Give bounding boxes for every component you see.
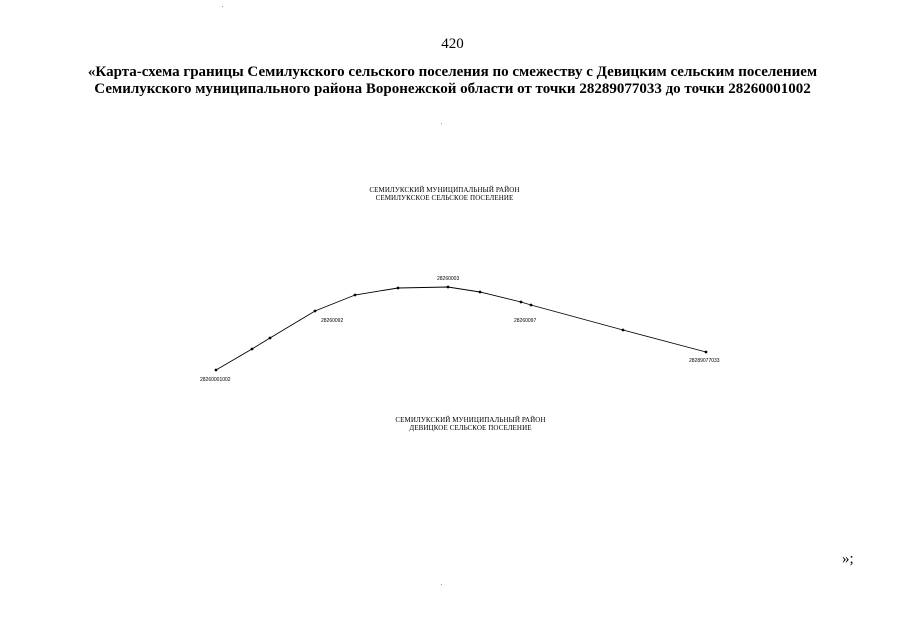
vertex-point (705, 351, 708, 354)
region-label-devitsa (18, 416, 905, 432)
page-number: 420 (441, 36, 464, 52)
vertex-point (530, 304, 533, 307)
region-bottom-line-1: СЕМИЛУКСКИЙ МУНИЦИПАЛЬНЫЙ РАЙОН (395, 416, 546, 424)
point-label-start: 28260001002 (200, 377, 231, 383)
title-line-1: «Карта-схема границы Семилукского сельского поселения по смежеству с Девицким сельским поселением (87, 64, 818, 80)
title-line-2: Семилукского муниципального района Воронежской области от точки 28289077033 до точки 28260001002 (94, 81, 811, 97)
vertex-point (397, 287, 400, 290)
scan-speck (441, 584, 442, 585)
boundary-vertices (215, 286, 708, 372)
boundary-line (216, 287, 706, 370)
vertex-point (479, 291, 482, 294)
vertex-point (269, 337, 272, 340)
region-top-line-1: СЕМИЛУКСКИЙ МУНИЦИПАЛЬНЫЙ РАЙОН (369, 186, 520, 194)
vertex-point (447, 286, 450, 289)
scan-speck (441, 123, 442, 124)
point-label-92: 28260092 (321, 318, 344, 324)
vertex-point (251, 348, 254, 351)
point-label-97: 28260097 (514, 318, 537, 324)
region-bottom-line-2: ДЕВИЦКОЕ СЕЛЬСКОЕ ПОСЕЛЕНИЕ (409, 424, 532, 432)
point-label-03: 28260003 (437, 276, 460, 282)
vertex-point (622, 329, 625, 332)
vertex-point (354, 294, 357, 297)
point-label-end: 28289077033 (689, 358, 720, 364)
vertex-point (314, 310, 317, 313)
scan-speck (222, 6, 223, 7)
vertex-point (215, 369, 218, 372)
vertex-point (520, 301, 523, 304)
closing-quote: »; (842, 551, 854, 567)
region-top-line-2: СЕМИЛУКСКОЕ СЕЛЬСКОЕ ПОСЕЛЕНИЕ (375, 194, 514, 202)
